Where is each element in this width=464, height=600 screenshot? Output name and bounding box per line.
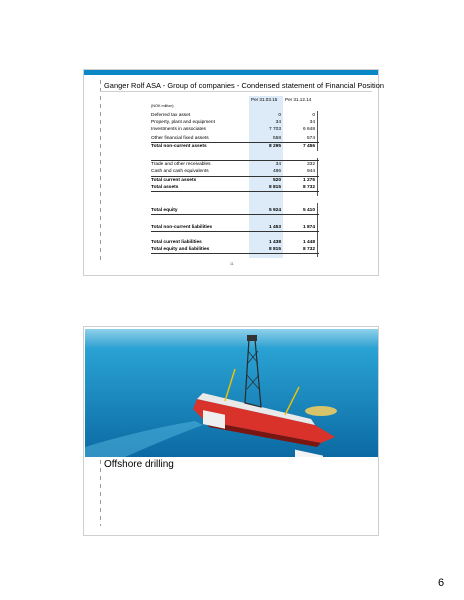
- table-row-total: [151, 239, 319, 246]
- table-row: [151, 119, 319, 126]
- row-label: Total equity and liabilities: [151, 247, 210, 252]
- row-label: Other financial fixed assets: [151, 136, 209, 141]
- table-row-total: [151, 224, 319, 232]
- row-value-prior: 5 410: [302, 208, 315, 213]
- drillship-photo: [85, 329, 378, 457]
- table-row-total: [151, 246, 319, 254]
- row-label: Property, plant and equipment: [151, 120, 215, 125]
- table-row: [151, 168, 319, 175]
- row-label: Total assets: [151, 185, 179, 190]
- row-value-current: 1 453: [268, 225, 281, 230]
- column-header-current: Per 31.03.15: [251, 97, 278, 102]
- row-value-prior: 332: [306, 162, 315, 167]
- row-label: Trade and other receivables: [151, 162, 211, 167]
- table-row: [151, 126, 319, 133]
- page-number: 6: [438, 577, 445, 589]
- table-row-total: [151, 207, 319, 215]
- row-label: Total non-current assets: [151, 144, 207, 149]
- row-value-prior: 574: [306, 136, 315, 141]
- row-value-current: 7 703: [268, 127, 281, 132]
- row-value-current: 5 924: [268, 208, 281, 213]
- row-label: Total non-current liabilities: [151, 225, 213, 230]
- row-value-current: 34: [275, 162, 281, 167]
- row-label: Total equity: [151, 208, 178, 213]
- row-value-prior: 8 732: [302, 185, 315, 190]
- margin-dotted-line: [100, 460, 101, 526]
- row-label: Total current liabilities: [151, 240, 202, 245]
- unit-note: (NOK million): [151, 104, 174, 108]
- table-row: [151, 112, 319, 119]
- table-row-total: [151, 176, 319, 184]
- row-value-prior: 34: [309, 120, 315, 125]
- row-value-prior: 1 448: [302, 240, 315, 245]
- table-row-total: [151, 142, 319, 150]
- margin-dotted-line: [100, 80, 101, 260]
- row-value-current: 486: [272, 169, 281, 174]
- row-value-current: 8 815: [268, 247, 281, 252]
- row-label: Investments in associates: [151, 127, 206, 132]
- row-label: Deferred tax asset: [151, 113, 191, 118]
- row-value-current: 8 815: [268, 185, 281, 190]
- row-value-current: 34: [275, 120, 281, 125]
- title-divider: [100, 91, 372, 92]
- slide-accent-bar: [84, 70, 378, 75]
- row-value-prior: 1 874: [302, 225, 315, 230]
- row-value-current: 1 438: [268, 240, 281, 245]
- row-label: Total current assets: [151, 178, 197, 183]
- row-value-prior: 7 456: [302, 144, 315, 149]
- table-row: [151, 135, 319, 142]
- row-value-current: 558: [272, 136, 281, 141]
- row-value-prior: 0: [312, 113, 315, 118]
- table-row: [151, 160, 319, 168]
- table-row-total: [151, 184, 319, 192]
- row-value-prior: 1 275: [302, 178, 315, 183]
- column-header-prior: Per 31.12.14: [285, 97, 312, 102]
- row-value-current: 8 295: [268, 144, 281, 149]
- slide-title: Ganger Rolf ASA - Group of companies - Condensed statement of Financial Position: [104, 81, 385, 90]
- slide-caption: Offshore drilling: [104, 459, 174, 470]
- row-label: Cash and cash equivalents: [151, 169, 209, 174]
- row-value-prior: 8 732: [302, 247, 315, 252]
- row-value-current: 520: [272, 178, 281, 183]
- row-value-current: 0: [278, 113, 281, 118]
- row-value-prior: 944: [306, 169, 315, 174]
- slide-number: 11: [230, 262, 234, 266]
- drillship-illustration: [85, 329, 378, 457]
- row-value-prior: 6 648: [302, 127, 315, 132]
